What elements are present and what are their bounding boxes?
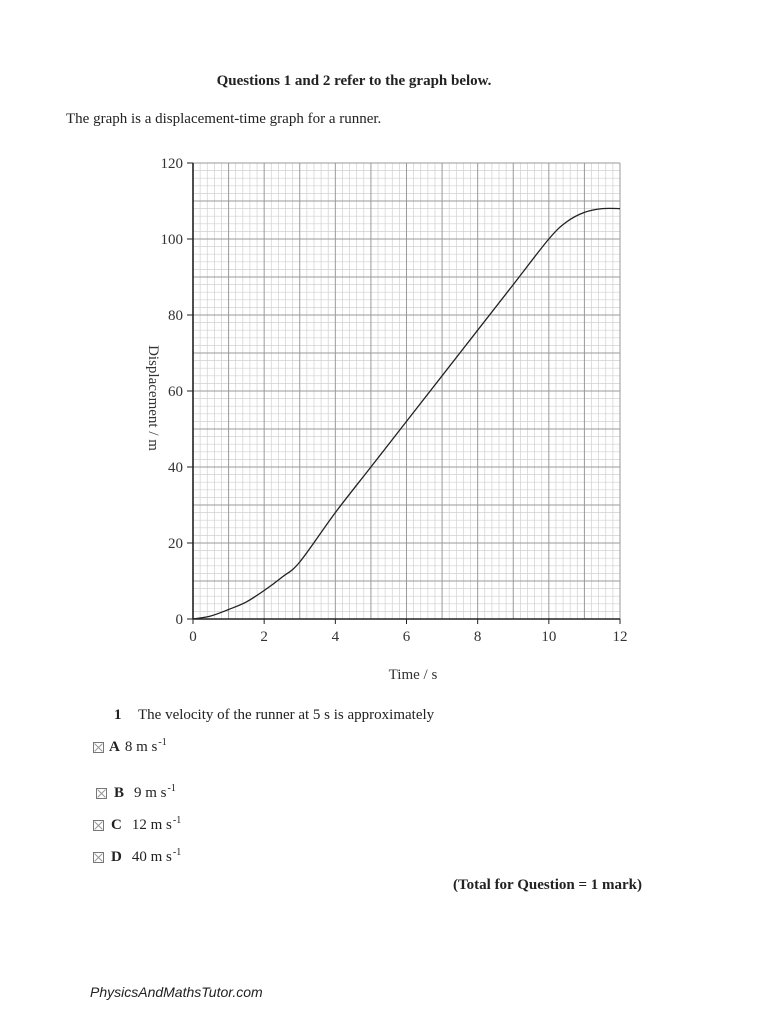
- option-value: 9 m $s^{-1}$: [134, 783, 176, 801]
- y-tick-label: 40: [168, 460, 183, 476]
- option-value: 8 m $s^{-1}$: [124, 737, 167, 755]
- checkbox-icon[interactable]: [96, 788, 107, 799]
- chart-y-axis-label: Displacement / m: [145, 345, 161, 451]
- page-heading: Questions 1 and 2 refer to the graph below.: [216, 73, 492, 89]
- option-letter: C: [111, 817, 122, 833]
- y-tick-label: 100: [160, 232, 183, 248]
- intro-text: The graph is a displacement-time graph for a runner.: [66, 111, 382, 127]
- x-tick-label: 12: [612, 629, 628, 645]
- x-tick-label: 10: [541, 629, 557, 645]
- x-tick-label: 2: [260, 629, 268, 645]
- option-letter: B: [114, 785, 125, 801]
- y-tick-label: 20: [168, 536, 183, 552]
- option-value: 40 m $s^{-1}$: [131, 847, 182, 865]
- y-tick-label: 60: [168, 384, 183, 400]
- checkbox-icon[interactable]: [93, 852, 104, 863]
- option-d[interactable]: [93, 849, 181, 866]
- y-tick-label: 80: [168, 308, 183, 324]
- total-marks: (Total for Question = 1 mark): [453, 877, 642, 893]
- y-tick-label: 120: [160, 156, 183, 172]
- option-a[interactable]: [93, 739, 167, 756]
- option-letter: A: [109, 739, 120, 755]
- x-tick-label: 8: [473, 629, 482, 645]
- question-text: The velocity of the runner at 5 s is approximately: [138, 707, 435, 723]
- checkbox-icon[interactable]: [93, 742, 104, 753]
- x-tick-label: 4: [331, 629, 340, 645]
- checkbox-icon[interactable]: [93, 820, 104, 831]
- option-value: 12 m $s^{-1}$: [131, 815, 182, 833]
- option-b[interactable]: [96, 785, 176, 802]
- footer-site-name: PhysicsAndMathsTutor.com: [90, 984, 263, 1000]
- chart-x-axis-label: Time / s: [388, 667, 438, 683]
- option-letter: D: [111, 849, 122, 865]
- question-number: 1: [114, 707, 122, 723]
- x-tick-label: 0: [189, 629, 197, 645]
- displacement-time-chart: [130, 148, 640, 693]
- x-tick-label: 6: [402, 629, 411, 645]
- option-c[interactable]: [93, 817, 181, 834]
- y-tick-label: 0: [175, 612, 183, 628]
